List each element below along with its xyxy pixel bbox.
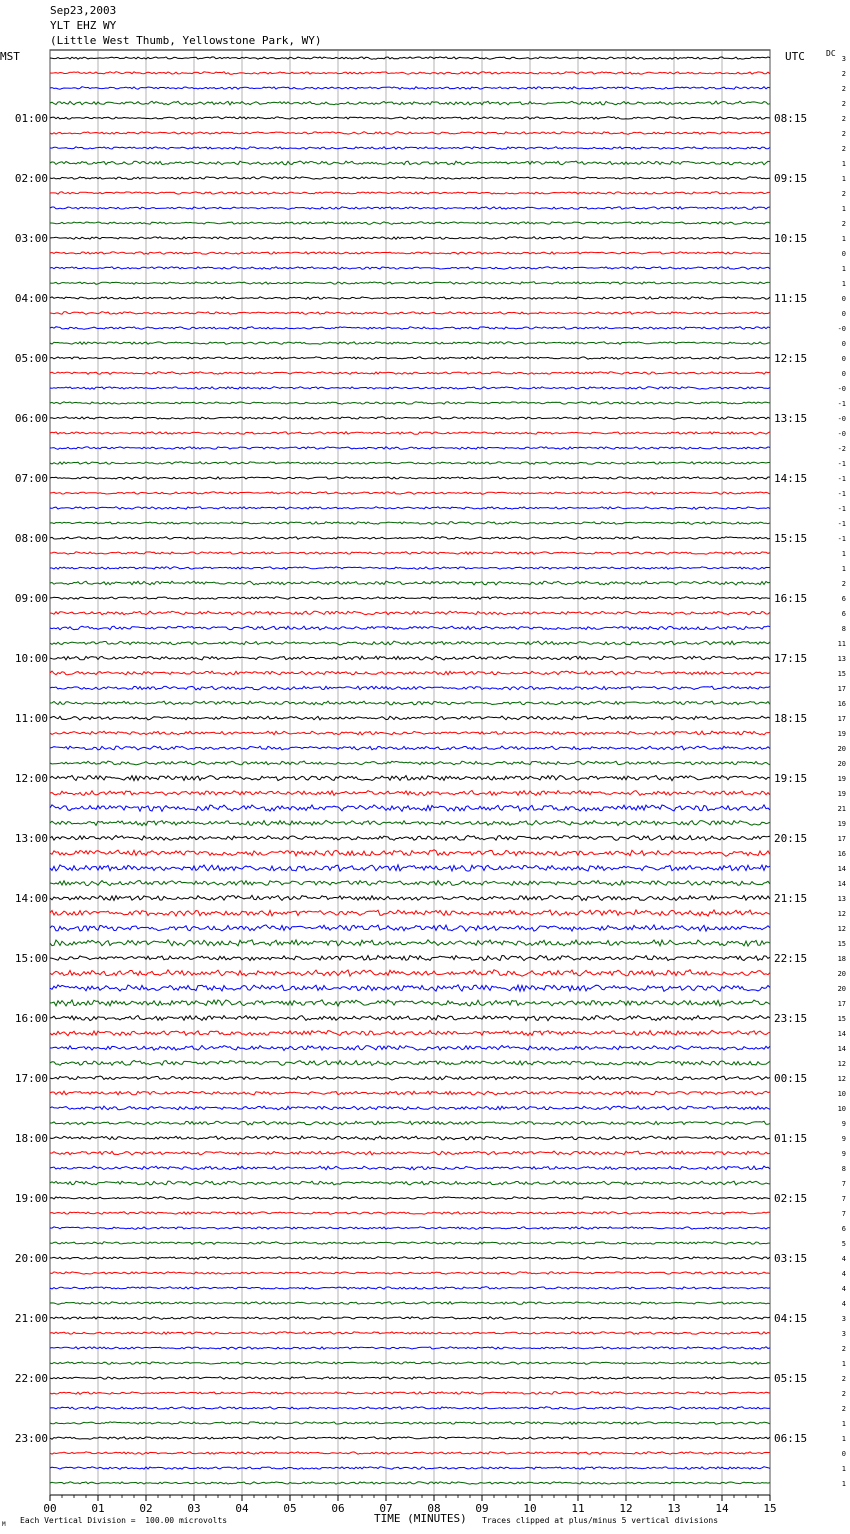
seismic-trace	[50, 805, 770, 811]
seismic-trace	[50, 1076, 770, 1080]
dc-offset-value: 2	[841, 115, 846, 123]
dc-column-label: DC	[826, 49, 836, 58]
dc-offset-value: 4	[841, 1270, 846, 1278]
dc-offset-value: 12	[837, 1060, 846, 1068]
left-hour-label: 23:00	[14, 1432, 48, 1445]
seismic-trace	[50, 761, 770, 765]
right-hour-label: 13:15	[774, 412, 808, 425]
right-hour-label: 18:15	[774, 712, 808, 725]
right-hour-label: 12:15	[774, 352, 808, 365]
seismic-trace	[50, 402, 770, 404]
dc-offset-value: 15	[837, 670, 846, 678]
seismic-trace	[50, 1030, 770, 1035]
x-tick-label: 00	[43, 1502, 57, 1515]
dc-offset-value: 0	[841, 355, 846, 363]
right-hour-label: 02:15	[774, 1192, 808, 1205]
dc-offset-value: 0	[841, 370, 846, 378]
right-hour-label: 11:15	[774, 292, 808, 305]
right-hour-label: 14:15	[774, 472, 808, 485]
right-hour-label: 21:15	[774, 892, 808, 905]
dc-offset-value: 21	[837, 805, 846, 813]
dc-offset-value: 12	[837, 1075, 846, 1083]
x-tick-label: 15	[763, 1502, 777, 1515]
dc-offset-value: 14	[837, 880, 846, 888]
seismic-trace	[50, 656, 770, 660]
station-location: (Little West Thumb, Yellowstone Park, WY)	[50, 34, 322, 47]
dc-offset-value: 7	[841, 1180, 846, 1188]
dc-offset-value: -0	[837, 385, 846, 393]
dc-offset-value: 8	[841, 625, 846, 633]
dc-offset-value: 13	[837, 895, 846, 903]
right-hour-label: 16:15	[774, 592, 808, 605]
dc-offset-value: 2	[841, 1345, 846, 1353]
dc-offset-value: 1	[841, 1420, 846, 1428]
right-hour-label: 01:15	[774, 1132, 808, 1145]
dc-offset-value: 9	[841, 1135, 846, 1143]
left-hour-label: 06:00	[14, 412, 48, 425]
seismic-trace	[50, 746, 770, 750]
dc-offset-value: 6	[841, 1225, 846, 1233]
dc-offset-value: 14	[837, 1045, 846, 1053]
dc-offset-value: 2	[841, 1390, 846, 1398]
right-hour-label: 17:15	[774, 652, 808, 665]
x-tick-label: 04	[235, 1502, 249, 1515]
dc-offset-value: 12	[837, 910, 846, 918]
right-hour-label: 04:15	[774, 1312, 808, 1325]
dc-offset-value: -0	[837, 415, 846, 423]
left-hour-label: 08:00	[14, 532, 48, 545]
x-tick-label: 07	[379, 1502, 393, 1515]
dc-offset-value: -1	[837, 490, 846, 498]
dc-offset-value: 7	[841, 1195, 846, 1203]
dc-offset-value: 20	[837, 745, 846, 753]
seismic-trace	[50, 581, 770, 585]
dc-offset-value: 4	[841, 1285, 846, 1293]
seismic-trace	[50, 716, 770, 720]
x-tick-label: 01	[91, 1502, 105, 1515]
dc-offset-value: 3	[841, 1330, 846, 1338]
corner-mark: M	[2, 1521, 6, 1528]
seismic-trace	[50, 147, 770, 150]
dc-offset-value: 19	[837, 775, 846, 783]
dc-offset-value: 0	[841, 1450, 846, 1458]
dc-offset-value: 16	[837, 700, 846, 708]
left-hour-label: 02:00	[14, 172, 48, 185]
dc-offset-value: 1	[841, 1360, 846, 1368]
right-hour-label: 20:15	[774, 832, 808, 845]
dc-offset-value: 2	[841, 85, 846, 93]
seismic-trace	[50, 462, 770, 465]
x-tick-label: 10	[523, 1502, 537, 1515]
seismic-trace	[50, 282, 770, 285]
dc-offset-value: 11	[837, 640, 846, 648]
dc-offset-value: -0	[837, 325, 846, 333]
seismic-trace	[50, 956, 770, 961]
dc-offset-value: 2	[841, 145, 846, 153]
left-hour-label: 13:00	[14, 832, 48, 845]
dc-offset-value: 1	[841, 160, 846, 168]
seismic-trace	[50, 297, 770, 300]
dc-offset-value: 4	[841, 1300, 846, 1308]
left-hour-label: 17:00	[14, 1072, 48, 1085]
dc-offset-value: 5	[841, 1240, 846, 1248]
dc-offset-value: 17	[837, 715, 846, 723]
seismic-trace	[50, 522, 770, 525]
right-timezone-label: UTC	[785, 50, 805, 63]
seismic-trace	[50, 671, 770, 675]
seismic-trace	[50, 1212, 770, 1215]
x-tick-label: 12	[619, 1502, 633, 1515]
dc-offset-value: -1	[837, 520, 846, 528]
seismic-trace	[50, 1227, 770, 1230]
dc-offset-value: 20	[837, 985, 846, 993]
seismic-trace	[50, 57, 770, 60]
x-tick-label: 11	[571, 1502, 585, 1515]
x-tick-label: 08	[427, 1502, 441, 1515]
left-hour-label: 22:00	[14, 1372, 48, 1385]
dc-offset-value: 2	[841, 130, 846, 138]
seismic-trace	[50, 117, 770, 119]
seismic-trace	[50, 372, 770, 375]
dc-offset-value: 2	[841, 1375, 846, 1383]
dc-offset-value: 6	[841, 595, 846, 603]
seismic-trace	[50, 611, 770, 615]
chart-date: Sep23,2003	[50, 4, 117, 17]
seismic-trace	[50, 776, 770, 781]
dc-offset-value: 2	[841, 580, 846, 588]
seismic-trace	[50, 161, 770, 165]
x-tick-label: 02	[139, 1502, 153, 1515]
seismic-trace	[50, 1452, 770, 1455]
dc-offset-value: 1	[841, 1465, 846, 1473]
right-hour-label: 09:15	[774, 172, 808, 185]
seismic-trace	[50, 1347, 770, 1350]
dc-offset-value: 2	[841, 100, 846, 108]
seismic-trace	[50, 447, 770, 450]
seismic-trace	[50, 1302, 770, 1305]
dc-offset-value: 0	[841, 340, 846, 348]
dc-offset-value: 6	[841, 610, 846, 618]
dc-offset-value: 0	[841, 310, 846, 318]
seismic-trace	[50, 432, 770, 435]
seismic-trace	[50, 101, 770, 105]
x-tick-label: 09	[475, 1502, 489, 1515]
seismic-trace	[50, 597, 770, 600]
dc-offset-value: 1	[841, 1480, 846, 1488]
dc-offset-value: -1	[837, 475, 846, 483]
left-hour-label: 11:00	[14, 712, 48, 725]
seismic-trace	[50, 1106, 770, 1110]
left-timezone-label: MST	[0, 50, 20, 63]
dc-offset-value: 18	[837, 955, 846, 963]
dc-offset-value: 15	[837, 940, 846, 948]
seismic-trace	[50, 1166, 770, 1170]
seismic-trace	[50, 1046, 770, 1051]
seismic-trace	[50, 492, 770, 495]
dc-offset-value: 2	[841, 190, 846, 198]
seismic-trace	[50, 357, 770, 360]
left-hour-label: 14:00	[14, 892, 48, 905]
seismic-trace	[50, 1091, 770, 1095]
left-hour-label: 15:00	[14, 952, 48, 965]
seismic-trace	[50, 686, 770, 690]
seismic-trace	[50, 192, 770, 195]
dc-offset-value: 2	[841, 70, 846, 78]
scale-note: Each Vertical Division = 100.00 microvolts	[20, 1516, 228, 1525]
seismic-trace	[50, 312, 770, 315]
dc-offset-value: 20	[837, 970, 846, 978]
dc-offset-value: 1	[841, 235, 846, 243]
seismic-trace	[50, 836, 770, 841]
seismic-trace	[50, 626, 770, 630]
seismic-trace	[50, 1362, 770, 1365]
seismic-trace	[50, 1136, 770, 1140]
dc-offset-value: 17	[837, 1000, 846, 1008]
seismic-trace	[50, 925, 770, 932]
right-hour-label: 03:15	[774, 1252, 808, 1265]
seismic-trace	[50, 417, 770, 420]
seismic-trace	[50, 731, 770, 735]
right-hour-label: 00:15	[774, 1072, 808, 1085]
seismic-trace	[50, 1151, 770, 1155]
x-tick-label: 06	[331, 1502, 345, 1515]
seismic-trace	[50, 1121, 770, 1125]
seismic-trace	[50, 237, 770, 240]
seismic-trace	[50, 1197, 770, 1200]
dc-offset-value: 15	[837, 1015, 846, 1023]
dc-offset-value: -1	[837, 505, 846, 513]
seismic-trace	[50, 820, 770, 825]
seismic-trace	[50, 1061, 770, 1066]
clip-note: Traces clipped at plus/minus 5 vertical divisions	[482, 1516, 719, 1525]
left-hour-label: 10:00	[14, 652, 48, 665]
seismic-trace	[50, 1287, 770, 1290]
seismic-trace	[50, 1181, 770, 1185]
seismic-trace	[50, 1392, 770, 1395]
seismic-trace	[50, 387, 770, 390]
seismic-trace	[50, 1407, 770, 1410]
left-hour-label: 21:00	[14, 1312, 48, 1325]
seismic-trace	[50, 1016, 770, 1021]
right-hour-label: 15:15	[774, 532, 808, 545]
dc-offset-value: 12	[837, 925, 846, 933]
dc-offset-value: 1	[841, 565, 846, 573]
right-hour-label: 23:15	[774, 1012, 808, 1025]
dc-offset-value: 19	[837, 790, 846, 798]
seismic-trace	[50, 850, 770, 857]
seismic-trace	[50, 342, 770, 345]
dc-offset-value: -1	[837, 400, 846, 408]
dc-offset-value: 1	[841, 205, 846, 213]
right-hour-label: 22:15	[774, 952, 808, 965]
seismic-trace	[50, 177, 770, 180]
seismic-trace	[50, 641, 770, 645]
dc-offset-value: 14	[837, 1030, 846, 1038]
dc-offset-value: 0	[841, 295, 846, 303]
seismic-trace	[50, 1257, 770, 1260]
dc-offset-value: -2	[837, 445, 846, 453]
seismic-trace	[50, 865, 770, 871]
dc-offset-value: 2	[841, 1405, 846, 1413]
right-hour-label: 05:15	[774, 1372, 808, 1385]
left-hour-label: 03:00	[14, 232, 48, 245]
dc-offset-value: 1	[841, 1435, 846, 1443]
dc-offset-value: 19	[837, 820, 846, 828]
left-hour-label: 16:00	[14, 1012, 48, 1025]
left-hour-label: 19:00	[14, 1192, 48, 1205]
seismic-trace	[50, 567, 770, 570]
dc-offset-value: 9	[841, 1120, 846, 1128]
left-hour-label: 05:00	[14, 352, 48, 365]
dc-offset-value: 1	[841, 550, 846, 558]
seismic-trace	[50, 1317, 770, 1320]
dc-offset-value: -1	[837, 460, 846, 468]
right-hour-label: 06:15	[774, 1432, 808, 1445]
dc-offset-value: 2	[841, 220, 846, 228]
dc-offset-value: 8	[841, 1165, 846, 1173]
seismic-trace	[50, 910, 770, 916]
seismic-trace	[50, 1242, 770, 1245]
dc-offset-value: -1	[837, 535, 846, 543]
left-hour-label: 12:00	[14, 772, 48, 785]
seismic-trace	[50, 1332, 770, 1335]
seismic-trace	[50, 477, 770, 480]
left-hour-label: 01:00	[14, 112, 48, 125]
left-hour-label: 07:00	[14, 472, 48, 485]
seismic-trace	[50, 701, 770, 705]
right-hour-label: 08:15	[774, 112, 808, 125]
dc-offset-value: 19	[837, 730, 846, 738]
seismic-trace	[50, 1467, 770, 1470]
left-hour-label: 20:00	[14, 1252, 48, 1265]
seismic-trace	[50, 207, 770, 210]
dc-offset-value: 13	[837, 655, 846, 663]
dc-offset-value: 1	[841, 175, 846, 183]
seismic-trace	[50, 1437, 770, 1440]
dc-offset-value: 10	[837, 1090, 846, 1098]
dc-offset-value: 1	[841, 265, 846, 273]
dc-offset-value: 4	[841, 1255, 846, 1263]
dc-offset-value: 14	[837, 865, 846, 873]
left-hour-label: 04:00	[14, 292, 48, 305]
seismic-trace	[50, 132, 770, 135]
seismic-trace	[50, 895, 770, 900]
seismic-trace	[50, 1272, 770, 1274]
seismic-trace	[50, 222, 770, 225]
seismic-trace	[50, 252, 770, 255]
x-tick-label: 14	[715, 1502, 729, 1515]
x-tick-label: 03	[187, 1502, 201, 1515]
seismic-trace	[50, 940, 770, 946]
seismic-trace	[50, 881, 770, 886]
seismic-trace	[50, 537, 770, 540]
seismic-trace	[50, 327, 770, 330]
x-tick-label: 13	[667, 1502, 681, 1515]
right-hour-label: 10:15	[774, 232, 808, 245]
dc-offset-value: 3	[841, 1315, 846, 1323]
seismic-trace	[50, 1377, 770, 1380]
dc-offset-value: 17	[837, 685, 846, 693]
dc-offset-value: 7	[841, 1210, 846, 1218]
right-hour-label: 19:15	[774, 772, 808, 785]
seismic-trace	[50, 87, 770, 90]
seismic-trace	[50, 970, 770, 977]
seismic-trace	[50, 1422, 770, 1425]
seismic-trace	[50, 985, 770, 992]
seismic-trace	[50, 267, 770, 270]
dc-offset-value: 20	[837, 760, 846, 768]
seismic-trace	[50, 507, 770, 510]
x-axis-title: TIME (MINUTES)	[374, 1512, 467, 1525]
left-hour-label: 09:00	[14, 592, 48, 605]
dc-offset-value: 17	[837, 835, 846, 843]
dc-offset-value: -0	[837, 430, 846, 438]
left-hour-label: 18:00	[14, 1132, 48, 1145]
seismic-trace	[50, 1000, 770, 1006]
dc-offset-value: 16	[837, 850, 846, 858]
dc-offset-value: 9	[841, 1150, 846, 1158]
dc-offset-value: 10	[837, 1105, 846, 1113]
x-tick-label: 05	[283, 1502, 297, 1515]
seismic-trace	[50, 72, 770, 75]
dc-offset-value: 0	[841, 250, 846, 258]
seismic-trace	[50, 552, 770, 555]
dc-offset-value: 1	[841, 280, 846, 288]
dc-offset-value: 3	[841, 55, 846, 63]
seismic-trace	[50, 1482, 770, 1484]
station-code: YLT EHZ WY	[50, 19, 117, 32]
seismic-trace	[50, 791, 770, 796]
